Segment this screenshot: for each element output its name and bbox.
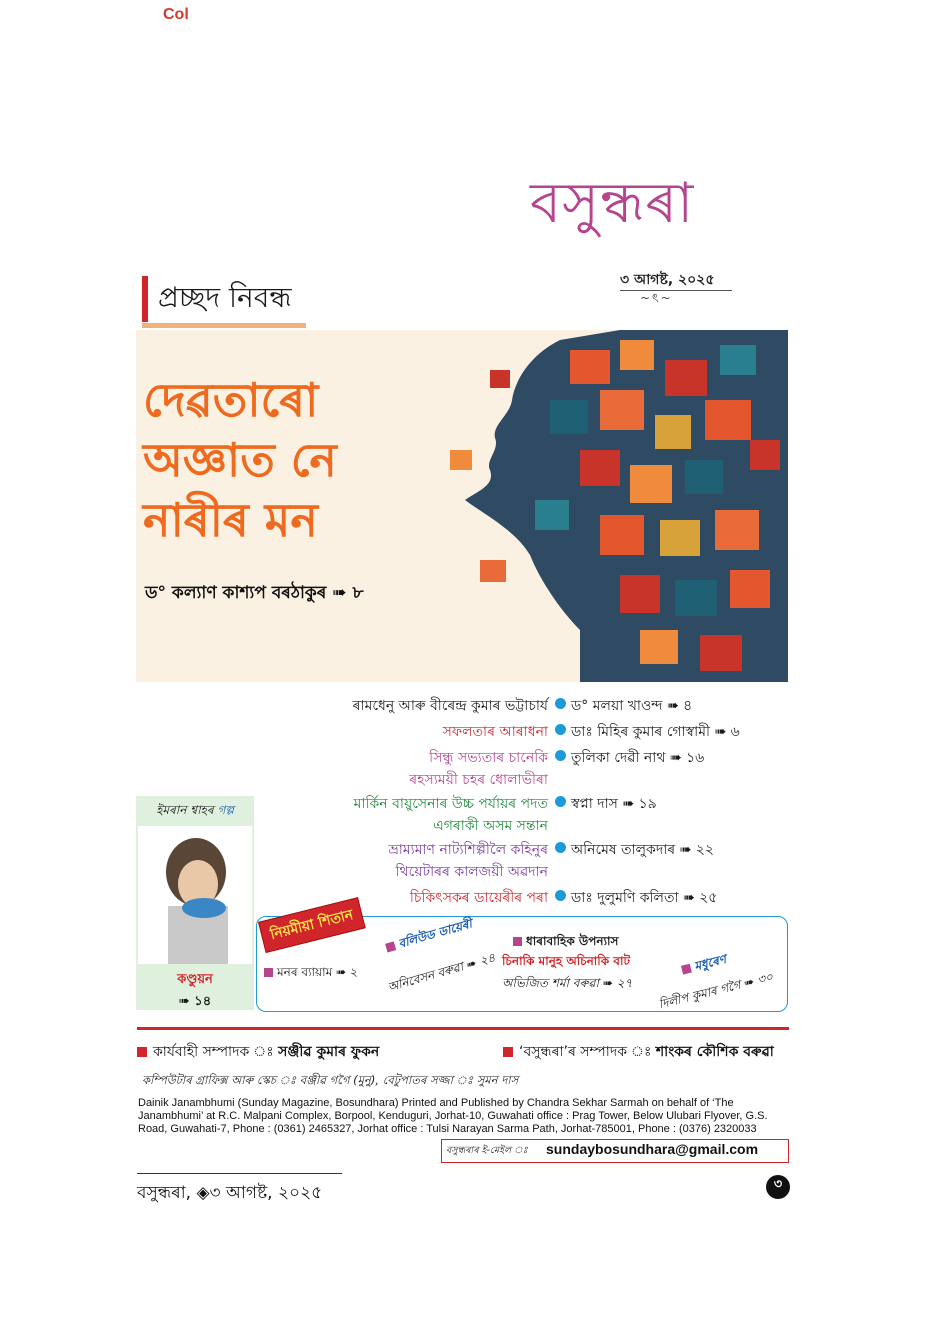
column-mark: Col xyxy=(163,6,189,23)
arrow-icon: ➠ xyxy=(336,965,347,979)
masthead-title: বসুন্ধৰা xyxy=(530,171,695,236)
regular-item-title[interactable]: চিনাকি মানুহ অচিনাকি বাট xyxy=(502,954,630,968)
toc-item-title: ভ্ৰাম্যমাণ নাট্যশিল্পীলৈ কহিনুৰ xyxy=(388,842,548,858)
arrow-icon: ➠ xyxy=(714,724,727,740)
toc-item-subtitle: ৰহস্যময়ী চহৰ ধোলাভীৰা xyxy=(409,772,548,788)
toc-item-author: ড° মলয়া খাওন্দ ➠ ৪ xyxy=(571,698,693,714)
square-bullet-icon xyxy=(513,937,522,946)
arrow-icon: ➠ xyxy=(666,698,679,714)
toc-item-author: ডাঃ দুলুমণি কলিতা ➠ ২৫ xyxy=(571,890,718,906)
regular-item-label: বলিউড ডায়েৰী xyxy=(384,916,475,960)
arrow-icon: ➠ xyxy=(178,994,190,1009)
cover-section-tag: প্ৰচ্ছদ নিবন্ধ xyxy=(142,276,292,322)
story-heading xyxy=(136,802,254,822)
toc-item-subtitle: এগৰাকী অসম সন্তান xyxy=(433,818,548,834)
bullet-icon xyxy=(555,698,566,709)
cover-byline xyxy=(145,580,363,608)
bullet-icon xyxy=(555,890,566,901)
cover-headline xyxy=(143,370,337,550)
toc-item-title: সফলতাৰ আৰাধনা xyxy=(442,724,548,740)
bullet-icon xyxy=(555,724,566,735)
arrow-icon: ➠ xyxy=(742,974,756,991)
square-bullet-icon xyxy=(137,1047,147,1057)
magazine-editor: ‘বসুন্ধৰা’ৰ সম্পাদক ঃ শাংকৰ কৌশিক বৰুৱা xyxy=(503,1040,774,1064)
cover-tag-underline xyxy=(142,323,306,328)
bullet-icon xyxy=(555,750,566,761)
arrow-icon: ➠ xyxy=(669,750,682,766)
email-address[interactable]: sundaybosundhara@gmail.com xyxy=(546,1141,759,1157)
square-bullet-icon xyxy=(385,941,396,952)
regular-item[interactable]: অনিবেসন বৰুৱা ➠ ২৪ xyxy=(386,950,497,995)
regular-item[interactable]: মনৰ ব্যায়াম ➠ ২ xyxy=(264,964,358,984)
story-illustration xyxy=(138,826,252,964)
toc-item-title: চিকিৎসকৰ ডায়েৰীৰ পৰা xyxy=(409,890,548,906)
face-silhouette xyxy=(465,330,788,682)
toc-item[interactable] xyxy=(138,694,788,714)
toc-item-title: সিন্ধু সভ্যতাৰ চানেকি xyxy=(429,750,548,766)
toc-item[interactable] xyxy=(138,746,788,788)
cover-headline-line-2: অজ্ঞাত নে xyxy=(143,433,337,487)
cover-headline-line-1: দেৱতাৰো xyxy=(143,373,319,427)
bullet-icon xyxy=(555,796,566,807)
imprint-text: Dainik Janambhumi (Sunday Magazine, Bosundhara) Printed and Published by Chandra Sekhar Sarmah on behalf of ‘The Janambhumi’ at R.C. Malpani Complex, Borpool, Kenduguri, Jorhat-10, Guwahati office : Prag Tower, Below Ulubari Flyover, G.S. Road, Guwahati-7, Phone : (0361) 2465327, Jorhat office : Tulsi Narayan Sarma Path, Jorhat-785001, Phone : (0376) 2320033 xyxy=(138,1097,768,1135)
toc-item[interactable] xyxy=(138,720,788,740)
arrow-icon: ➠ xyxy=(622,796,635,812)
masthead-date: ৩ আগষ্ট, ২০২৫ xyxy=(620,272,715,288)
story-label: গল্প xyxy=(217,803,234,817)
arrow-icon: ➠ xyxy=(602,976,613,990)
cover-page-number: ৮ xyxy=(352,583,364,603)
arrow-icon: ➠ xyxy=(683,890,695,906)
cover-headline-line-3: নাৰীৰ মন xyxy=(143,493,318,547)
page-number: ৩ xyxy=(766,1175,790,1199)
toc-item-subtitle: থিয়েটাৰৰ কালজয়ী অৱদান xyxy=(395,864,548,880)
executive-editor: কাৰ্যবাহী সম্পাদক ঃ সঞ্জীৱ কুমাৰ ফুকন xyxy=(137,1040,379,1064)
arrow-icon: ➠ xyxy=(464,955,479,972)
story-author: ইমৰান শ্বাহৰ xyxy=(156,803,214,817)
regular-columns-tag: নিয়মীয়া শিতান xyxy=(258,897,365,953)
footer-rule xyxy=(137,1173,342,1174)
regular-item[interactable]: দিলীপ কুমাৰ গগৈ ➠ ৩০ xyxy=(657,969,775,1012)
footer-running-title: বসুন্ধৰা, ◈৩ আগষ্ট, ২০২৫ xyxy=(137,1183,323,1203)
bullet-icon xyxy=(555,842,566,853)
toc-item-author: তুলিকা দেৱী নাথ ➠ ১৬ xyxy=(571,750,705,766)
square-bullet-icon xyxy=(503,1047,513,1057)
arrow-icon: ➠ xyxy=(332,583,347,603)
square-bullet-icon xyxy=(264,968,273,977)
toc-item-title: মাৰ্কিন বায়ুসেনাৰ উচ্চ পৰ্যায়ৰ পদত xyxy=(353,796,548,812)
story-title: কণ্ডুয়ন xyxy=(177,972,213,987)
regular-item-label: ধাৰাবাহিক উপন্যাস xyxy=(513,933,618,953)
toc-item-author: অনিমেষ তালুকদাৰ ➠ ২২ xyxy=(571,842,715,858)
toc-item-title: ৰামধেনু আৰু বীৰেন্দ্ৰ কুমাৰ ভট্টাচাৰ্য xyxy=(352,698,548,714)
editors-rule xyxy=(137,1027,789,1030)
toc-item-author: ডাঃ মিহিৰ কুমাৰ গোস্বামী ➠ ৬ xyxy=(571,724,740,740)
masthead-rule xyxy=(620,290,732,291)
puzzle-face-illustration xyxy=(420,330,788,682)
toc-item-author: স্বপ্না দাস ➠ ১৯ xyxy=(571,796,657,812)
square-bullet-icon xyxy=(681,964,692,975)
arrow-icon: ➠ xyxy=(679,842,692,858)
cover-author: ড° কল্যাণ কাশ্যপ বৰঠাকুৰ xyxy=(145,583,327,603)
regular-item: অভিজিত শৰ্মা বৰুৱা ➠ ২৭ xyxy=(502,976,633,990)
email-label: বসুন্ধৰাৰ ই-মেইল ঃ xyxy=(446,1145,528,1156)
story-page: ➠ ১৪ xyxy=(178,994,212,1009)
regular-item-label: মধুৰেণ xyxy=(680,951,729,981)
graphics-credit: কম্পিউটাৰ গ্ৰাফিক্স আৰু স্কেচ ঃ বঞ্জীৱ গগৈ (মুনু), বেটুপাতৰ সজ্জা ঃ সুমন দাস xyxy=(142,1073,519,1087)
masthead-ornament: ~ৎ~ xyxy=(640,291,673,305)
